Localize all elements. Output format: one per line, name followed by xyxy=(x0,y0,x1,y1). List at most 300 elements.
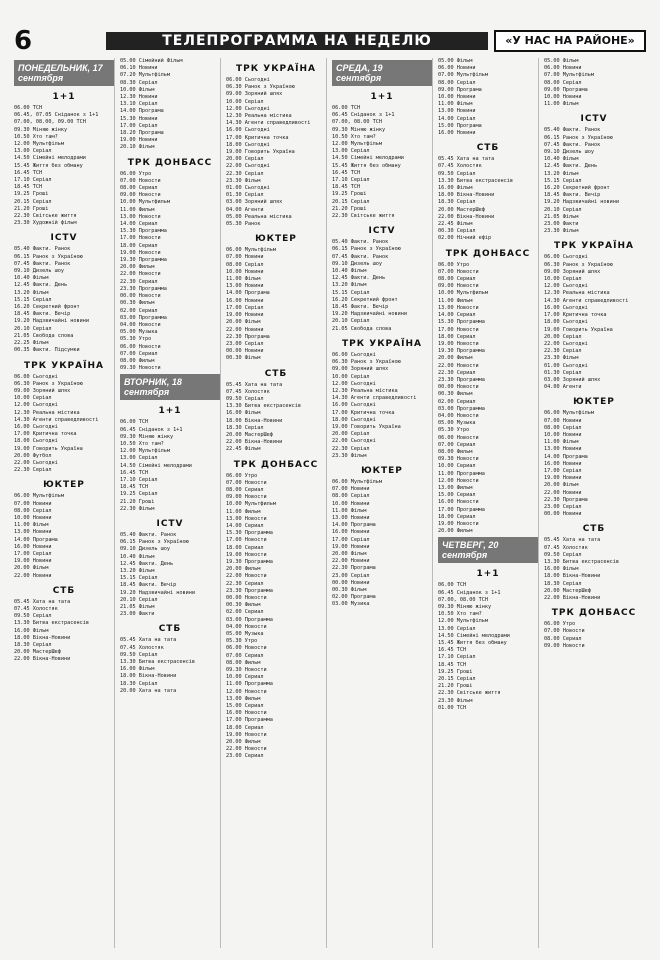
channel-heading: 1+1 xyxy=(370,92,394,102)
program-listing: 10.40 Фільм xyxy=(120,553,155,560)
channel-heading: ТРК УКРАЇНА xyxy=(342,338,422,349)
program-listing: 12.00 Мультфільм xyxy=(14,141,64,148)
program-listing: 13.00 Новости xyxy=(438,304,479,311)
program-listing: 10.00 Серіал xyxy=(226,98,264,105)
program-listing: 19.00 Говорить Україна xyxy=(226,149,295,156)
page-header xyxy=(14,26,646,56)
program-listing: 16.00 Новости xyxy=(438,499,479,506)
channel-heading: ICTV xyxy=(50,233,78,244)
program-listing: 14.30 Агенти справедливості xyxy=(226,120,311,127)
program-listing: 08.00 Серіал xyxy=(332,493,370,500)
program-listing: 14.50 Сімейні мелодрами xyxy=(332,155,404,162)
channel-heading: 1+1 xyxy=(476,569,500,580)
program-listing: 20.15 Серіал xyxy=(14,198,52,205)
program-listing: 16.00 Новини xyxy=(226,297,264,304)
program-listing: 10.00 Сериал xyxy=(226,674,264,681)
channel-heading: 1+1 xyxy=(158,406,182,417)
program-listing: 19.30 Программа xyxy=(438,348,485,355)
program-listing: 12.00 Новости xyxy=(438,477,479,484)
program-listing: 05.00 Фільм xyxy=(544,58,579,64)
program-listing: 22.00 Новости xyxy=(438,362,479,369)
program-listing: 17.00 Новости xyxy=(438,326,479,333)
program-listing: 23.00 Серіал xyxy=(226,340,264,347)
program-listing: 22.30 Світське життя xyxy=(332,213,395,220)
program-listing: 15.00 Сериал xyxy=(438,492,476,499)
program-listing: 08.00 Фильм xyxy=(226,659,261,666)
program-listing: 09.30 Новости xyxy=(438,456,479,463)
program-listing: 13.20 Фільм xyxy=(544,170,579,177)
channel-heading: ICTV xyxy=(156,518,184,529)
program-listing: 11.00 Фильм xyxy=(120,206,155,213)
program-listing: 23.00 Факти xyxy=(120,611,155,618)
program-listing: 20.00 Футбол xyxy=(14,452,52,459)
program-listing: 13.00 Новини xyxy=(14,529,52,536)
program-listing: 09.10 Дизель шоу xyxy=(14,268,64,275)
program-listing: 22.30 Світське життя xyxy=(438,690,501,697)
program-listing: 14.00 Програма xyxy=(332,522,376,529)
program-listing: 18.00 Сериал xyxy=(120,242,158,249)
program-listing: 21.20 Гроші xyxy=(332,205,367,212)
program-listing: 17.00 Программа xyxy=(438,506,485,513)
program-listing: 17.10 Серіал xyxy=(120,476,158,483)
program-listing: 19.00 Говорить Україна xyxy=(14,445,83,452)
program-listing: 10.40 Фільм xyxy=(544,156,579,163)
program-listing: 05.00 Музыка xyxy=(226,631,264,638)
program-listing: 13.30 Битва екстрасенсів xyxy=(438,177,513,184)
program-listing: 20.00 МастерШеф xyxy=(14,649,61,656)
program-listing: 07.00 Новости xyxy=(226,479,267,486)
program-listing: 10.00 Новини xyxy=(544,431,582,438)
program-listing: 11.00 Фільм xyxy=(14,522,49,529)
program-listing: 03.00 Музика xyxy=(332,601,370,608)
program-listing: 13.00 Серіал xyxy=(438,625,476,632)
program-listing: 20.00 МастерШеф xyxy=(438,206,485,213)
program-listing: 17.00 Серіал xyxy=(120,122,158,129)
program-listing: 22.30 Сериал xyxy=(120,278,158,285)
program-listing: 04.00 Новости xyxy=(226,623,267,630)
program-listing: 09.00 Зоряний шлях xyxy=(332,366,389,373)
program-listing: 19.20 Надзвичайні новини xyxy=(120,589,195,596)
program-listing: 00.30 Серіал xyxy=(438,228,476,235)
program-listing: 18.00 Сериал xyxy=(226,544,264,551)
program-listing: 22.30 Серіал xyxy=(14,467,52,474)
program-listing: 22.25 Фільм xyxy=(14,340,49,347)
program-listing: 20.10 Серіал xyxy=(332,318,370,325)
program-listing: 13.00 Серіал xyxy=(14,148,52,155)
program-listing: 15.45 Життя без обману xyxy=(438,640,507,647)
program-listing: 07.00 Мультфільм xyxy=(438,72,488,79)
program-listing: 06.00 Утро xyxy=(544,621,576,628)
program-listing: 10.50 Хто там? xyxy=(332,133,376,140)
program-listing: 17.10 Серіал xyxy=(332,177,370,184)
program-listing: 20.00 Фильм xyxy=(226,566,261,573)
program-listing: 22.00 Новости xyxy=(226,573,267,580)
program-listing: 23.30 Программа xyxy=(438,376,485,383)
program-listing: 02.00 Програма xyxy=(332,594,376,601)
program-listing: 20.00 Фильм xyxy=(120,264,155,271)
program-listing: 01.00 Сьогодні xyxy=(226,185,270,192)
program-listing: 21.20 Гроші xyxy=(120,498,155,505)
program-listing: 09.10 Дизель шоу xyxy=(332,260,382,267)
program-listing: 04.00 Агенти xyxy=(226,206,264,213)
program-listing: 12.45 Факти. День xyxy=(14,282,68,289)
program-listing: 19.00 Новости xyxy=(226,731,267,738)
program-listing: 10.00 Новини xyxy=(332,500,370,507)
program-listing: 07.00 Мультфільм xyxy=(544,72,594,79)
channel-heading: СТБ xyxy=(158,624,182,635)
program-listing: 09.50 Серіал xyxy=(226,395,264,402)
program-listing: 07.20 Мультфільм xyxy=(120,72,170,79)
program-listing: 23.30 Программа xyxy=(120,285,167,292)
program-listing: 10.00 Новини xyxy=(226,268,264,275)
program-listing: 20.15 Серіал xyxy=(332,198,370,205)
program-listing: 13.20 Фільм xyxy=(14,289,49,296)
channel-heading: ТРК УКРАЇНА xyxy=(236,64,316,74)
program-listing: 05.40 Факти. Ранок xyxy=(332,239,389,246)
program-listing: 11.00 Программа xyxy=(226,681,273,688)
program-listing: 16.20 Секретний фронт xyxy=(14,304,80,311)
program-listing: 10.00 Сериал xyxy=(438,463,476,470)
program-listing: 22.00 Вікна-Новини xyxy=(14,656,71,663)
program-listing: 18.00 Вікна-Новини xyxy=(120,673,177,680)
program-listing: 08.00 Серіал xyxy=(14,507,52,514)
program-listing: 12.45 Факти. День xyxy=(332,275,386,282)
program-listing: 06.00 ТСН xyxy=(14,105,43,111)
program-listing: 06.00 Новости xyxy=(226,645,267,652)
program-listing: 08.00 Сериал xyxy=(120,185,158,192)
program-listing: 18.45 ТСН xyxy=(14,184,43,191)
program-listing: 15.00 Сериал xyxy=(226,703,264,710)
program-listing: 12.45 Факти. День xyxy=(544,163,598,170)
program-listing: 11.00 Фільм xyxy=(438,101,473,108)
program-listing: 05.40 Факти. Ранок xyxy=(120,531,177,538)
program-listing: 08.30 Серіал xyxy=(120,79,158,86)
program-listing: 22.30 Серіал xyxy=(226,170,264,177)
program-listing: 17.00 Программа xyxy=(226,717,273,724)
program-listing: 06.00 Сьогодні xyxy=(226,77,270,83)
program-listing: 07.00 Новини xyxy=(226,254,264,261)
program-listing: 22.00 Сьогодні xyxy=(332,438,376,445)
program-listing: 10.00 Мультфильм xyxy=(438,290,488,297)
program-listing: 13.10 Серіал xyxy=(120,101,158,108)
program-listing: 07.45 Холостяк xyxy=(226,388,270,395)
program-listing: 03.00 Программа xyxy=(120,314,167,321)
program-listing: 07.45 Холостяк xyxy=(120,644,164,651)
program-listing: 16.00 Фільм xyxy=(14,627,49,634)
program-listing: 09.30 Міняю жінку xyxy=(438,604,492,610)
program-listing: 13.00 Новини xyxy=(544,446,582,453)
program-listing: 04.00 Агенти xyxy=(544,384,582,391)
program-listing: 11.00 Фильм xyxy=(226,508,261,515)
program-listing: 15.30 Программа xyxy=(226,530,273,537)
program-listing: 17.00 Критична точка xyxy=(544,312,607,319)
program-listing: 00.00 Новини xyxy=(332,579,370,586)
program-listing: 00.00 Новости xyxy=(120,293,161,300)
program-listing: 14.00 Програма xyxy=(544,453,588,460)
program-listing: 22.45 Фільм xyxy=(226,446,261,453)
program-listing: 09.00 Новости xyxy=(544,642,585,649)
program-listing: 04.00 Новости xyxy=(120,321,161,328)
program-listing: 01.30 Серіал xyxy=(544,369,582,376)
program-listing: 07.00 Новини xyxy=(14,500,52,507)
program-listing: 06.15 Ранок з Україною xyxy=(14,253,83,260)
program-listing: 07.00 Сериал xyxy=(120,350,158,357)
program-listing: 06.15 Ранок з Україною xyxy=(544,134,613,141)
program-listing: 05.30 Ранок xyxy=(226,221,261,228)
channel-heading: ЮКТЕР xyxy=(43,480,85,491)
program-listing: 18.00 Вікна-Новини xyxy=(226,417,283,424)
schedule-column xyxy=(226,58,327,948)
program-listing: 22.00 Сьогодні xyxy=(14,459,58,466)
program-listing: 14.50 Сімейні мелодрами xyxy=(438,632,510,639)
program-listing: 09.00 Програма xyxy=(544,86,588,93)
program-listing: 13.30 Битва екстрасенсів xyxy=(544,558,619,565)
program-listing: 05.45 Хата на тата xyxy=(438,156,495,163)
program-listing: 17.00 Новости xyxy=(226,537,267,544)
channel-heading: ТРК ДОНБАСС xyxy=(551,608,637,619)
program-listing: 06.00 Утро xyxy=(438,261,470,268)
program-listing: 12.00 Новости xyxy=(226,688,267,695)
program-listing: 19.25 Гроші xyxy=(332,191,367,198)
program-listing: 18.30 Серіал xyxy=(120,680,158,687)
program-listing: 07.45 Факти. Ранок xyxy=(14,260,71,267)
program-listing: 20.00 Серіал xyxy=(226,156,264,163)
program-listing: 22.30 Програма xyxy=(544,496,588,503)
program-listing: 19.30 Программа xyxy=(226,558,273,565)
program-listing: 16.00 Новини xyxy=(332,529,370,536)
program-listing: 12.30 Реальна містика xyxy=(544,290,610,297)
program-listing: 13.30 Битва екстрасенсів xyxy=(226,403,301,410)
program-listing: 09.00 Новости xyxy=(226,494,267,501)
program-listing: 00.35 Факти. Підсумки xyxy=(14,347,80,354)
channel-heading: СТБ xyxy=(264,368,288,379)
program-listing: 13.30 Битва екстрасенсів xyxy=(120,659,195,666)
program-listing: 18.00 Сериал xyxy=(438,333,476,340)
program-listing: 20.15 Серіал xyxy=(438,676,476,683)
program-listing: 13.00 Новини xyxy=(226,283,264,290)
program-listing: 00.30 Фильм xyxy=(438,391,473,398)
program-listing: 12.30 Реальна містика xyxy=(14,409,80,416)
program-listing: 17.00 Серіал xyxy=(544,467,582,474)
program-listing: 10.40 Фільм xyxy=(332,268,367,275)
program-listing: 15.15 Серіал xyxy=(544,177,582,184)
program-listing: 05.40 Факти. Ранок xyxy=(14,246,71,253)
program-listing: 22.00 Новости xyxy=(226,746,267,753)
program-listing: 18.00 Сьогодні xyxy=(14,438,58,445)
program-listing: 03.00 Зоряний шлях xyxy=(544,376,601,383)
program-listing: 05.00 Сімейний Фільм xyxy=(120,58,183,64)
program-listing: 18.00 Сьогодні xyxy=(226,141,270,148)
program-listing: 18.45 ТСН xyxy=(120,484,149,491)
program-listing: 10.00 Новини xyxy=(544,94,582,101)
program-listing: 05.30 Утро xyxy=(226,638,258,645)
program-listing: 09.00 Зоряний шлях xyxy=(14,387,71,394)
program-listing: 19.00 Новини xyxy=(120,137,158,144)
program-listing: 23.00 Серіал xyxy=(544,503,582,510)
program-listing: 09.00 Новости xyxy=(120,192,161,199)
program-listing: 08.00 Фильм xyxy=(120,357,155,364)
program-listing: 11.00 Фільм xyxy=(332,507,367,514)
program-listing: 20.00 Фільм xyxy=(332,550,367,557)
schedule-column xyxy=(332,58,433,948)
program-listing: 07.45 Факти. Ранок xyxy=(544,141,601,148)
program-listing: 18.30 Серіал xyxy=(226,424,264,431)
program-listing: 22.00 Новини xyxy=(14,572,52,579)
program-listing: 12.30 Реальна містика xyxy=(226,113,292,120)
program-listing: 14.50 Сімейні мелодрами xyxy=(14,155,86,162)
program-listing: 10.00 Мультфильм xyxy=(226,501,276,508)
program-listing: 22.30 Серіал xyxy=(332,445,370,452)
program-listing: 19.00 Новости xyxy=(226,551,267,558)
program-listing: 19.20 Надзвичайні новини xyxy=(544,199,619,206)
program-listing: 10.00 Мультфильм xyxy=(120,199,170,206)
program-listing: 14.00 Серіал xyxy=(438,115,476,122)
program-listing: 19.00 Новини xyxy=(14,558,52,565)
program-listing: 11.00 Программа xyxy=(438,470,485,477)
program-listing: 23.30 Фільм xyxy=(332,452,367,459)
program-listing: 22.00 Новини xyxy=(332,558,370,565)
program-listing: 14.00 Програма xyxy=(120,108,164,115)
program-listing: 07.00 Новости xyxy=(120,177,161,184)
program-listing: 17.10 Серіал xyxy=(438,654,476,661)
program-listing: 02.00 Нічний ефір xyxy=(438,235,492,242)
program-listing: 20.10 Серіал xyxy=(544,206,582,213)
program-listing: 05.45 Хата на тата xyxy=(14,598,71,605)
channel-heading: ICTV xyxy=(368,226,396,237)
program-listing: 01.00 ТСН xyxy=(438,704,467,711)
program-listing: 20.00 Фільм xyxy=(544,482,579,489)
program-listing: 16.00 Сьогодні xyxy=(332,402,376,409)
program-listing: 08.00 Сериал xyxy=(544,635,582,642)
program-listing: 22.45 Фільм xyxy=(438,221,473,228)
program-listing: 17.00 Критична точка xyxy=(226,134,289,141)
program-listing: 00.30 Фильм xyxy=(120,300,155,307)
program-listing: 10.50 Хто там? xyxy=(14,133,58,140)
program-listing: 08.00 Серіал xyxy=(438,79,476,86)
program-listing: 22.00 Сьогодні xyxy=(544,340,588,347)
program-listing: 14.30 Агенти справедливості xyxy=(332,395,417,402)
program-listing: 05.00 Музыка xyxy=(120,329,158,336)
program-listing: 23.00 Сериал xyxy=(226,753,264,760)
program-listing: 08.00 Сериал xyxy=(438,276,476,283)
schedule-column xyxy=(120,58,221,948)
program-listing: 03.00 Программа xyxy=(226,616,273,623)
program-listing: 12.30 Новини xyxy=(120,94,158,101)
program-listing: 16.00 Сьогодні xyxy=(544,304,588,311)
program-listing: 18.00 Сериал xyxy=(226,724,264,731)
channel-heading: ТРК УКРАЇНА xyxy=(24,360,104,371)
program-listing: 15.30 Новини xyxy=(120,115,158,122)
day-heading: СРЕДА, 19 сентября xyxy=(332,60,432,86)
program-listing: 22.00 Новини xyxy=(544,489,582,496)
page-title: ТЕЛЕПРОГРАММА НА НЕДЕЛЮ xyxy=(106,32,488,50)
program-listing: 13.20 Фільм xyxy=(120,567,155,574)
program-listing: 08.00 Серіал xyxy=(544,424,582,431)
program-listing: 22.30 Серіал xyxy=(544,348,582,355)
program-listing: 12.45 Факти. День xyxy=(120,560,174,567)
program-listing: 19.20 Надзвичайні новини xyxy=(14,318,89,325)
program-listing: 16.00 Фільм xyxy=(120,666,155,673)
channel-heading: СТБ xyxy=(52,585,76,596)
program-listing: 18.45 ТСН xyxy=(332,184,361,191)
program-listing: 11.00 Фільм xyxy=(544,101,579,108)
program-listing: 10.00 Серіал xyxy=(14,395,52,402)
program-listing: 12.00 Сьогодні xyxy=(544,283,588,290)
program-listing: 03.00 Программа xyxy=(438,405,485,412)
program-listing: 06.00 Новини xyxy=(544,65,582,72)
program-listing: 10.50 Хто там? xyxy=(438,611,482,618)
program-listing: 10.40 Фільм xyxy=(14,275,49,282)
program-listing: 15.15 Серіал xyxy=(332,289,370,296)
program-listing: 18.45 Факти. Вечір xyxy=(544,192,601,199)
program-listing: 07.45 Факти. Ранок xyxy=(332,253,389,260)
program-listing: 06.15 Ранок з Україною xyxy=(120,539,189,546)
program-listing: 18.30 Серіал xyxy=(544,580,582,587)
program-listing: 01.30 Серіал xyxy=(226,192,264,199)
program-listing: 15.00 Програма xyxy=(438,122,482,129)
program-listing: 18.45 ТСН xyxy=(438,661,467,668)
program-listing: 09.50 Серіал xyxy=(544,551,582,558)
channel-heading: ЮКТЕР xyxy=(573,397,615,408)
program-listing: 22.30 Світське життя xyxy=(14,213,77,220)
program-listing: 12.30 Реальна містика xyxy=(332,387,398,394)
program-listing: 13.20 Фільм xyxy=(332,282,367,289)
program-listing: 15.45 Життя без обману xyxy=(14,162,83,169)
program-listing: 07.00, 08.00 ТСН xyxy=(332,119,382,126)
program-listing: 20.00 Серіал xyxy=(544,333,582,340)
program-listing: 09.00 Зоряний шлях xyxy=(226,91,283,98)
program-listing: 17.00 Серіал xyxy=(14,550,52,557)
channel-heading: ЮКТЕР xyxy=(361,465,403,476)
program-listing: 11.00 Фільм xyxy=(226,276,261,283)
program-listing: 20.00 МастерШеф xyxy=(544,587,591,594)
program-listing: 13.00 Фильм xyxy=(226,695,261,702)
program-listing: 05.00 Фільм xyxy=(438,58,473,64)
program-listing: 00.30 Фільм xyxy=(332,586,367,593)
program-listing: 16.00 Фільм xyxy=(438,185,473,192)
program-listing: 17.00 Критична точка xyxy=(332,409,395,416)
program-listing: 21.20 Гроші xyxy=(14,205,49,212)
program-listing: 06.15 Ранок з Україною xyxy=(332,246,401,253)
program-listing: 16.00 Новини xyxy=(544,460,582,467)
program-listing: 10.50 Хто там? xyxy=(120,440,164,447)
program-listing: 07.00, 08.00 ТСН xyxy=(438,596,488,603)
program-listing: 20.10 Серіал xyxy=(14,325,52,332)
program-listing: 06.10 Новини xyxy=(120,65,158,72)
program-listing: 06.30 Ранок з Україною xyxy=(226,84,295,91)
program-listing: 18.45 Факти. Вечір xyxy=(120,582,177,589)
program-listing: 22.30 Програма xyxy=(226,333,270,340)
program-listing: 20.00 Хата на тата xyxy=(120,687,177,694)
program-listing: 06.00 Новости xyxy=(438,434,479,441)
program-listing: 20.00 Фильм xyxy=(226,739,261,746)
program-listing: 06.00 Сьогодні xyxy=(544,254,588,261)
program-listing: 18.00 Сериал xyxy=(438,513,476,520)
program-listing: 14.00 Сериал xyxy=(438,312,476,319)
program-listing: 05.45 Хата на тата xyxy=(544,537,601,544)
program-listing: 10.00 Фільм xyxy=(120,86,155,93)
program-listing: 16.20 Секретний фронт xyxy=(544,185,610,192)
program-listing: 06.30 Ранок з Україною xyxy=(14,380,83,387)
program-listing: 07.00 Сериал xyxy=(226,652,264,659)
program-listing: 00.00 Новини xyxy=(226,348,264,355)
program-listing: 05.40 Факти. Ранок xyxy=(544,127,601,134)
program-listing: 13.00 Новости xyxy=(120,213,161,220)
program-listing: 16.00 Сьогодні xyxy=(14,423,58,430)
program-listing: 09.30 Новости xyxy=(120,365,161,372)
program-listing: 14.00 Сериал xyxy=(120,221,158,228)
program-listing: 05.30 Утро xyxy=(438,427,470,434)
